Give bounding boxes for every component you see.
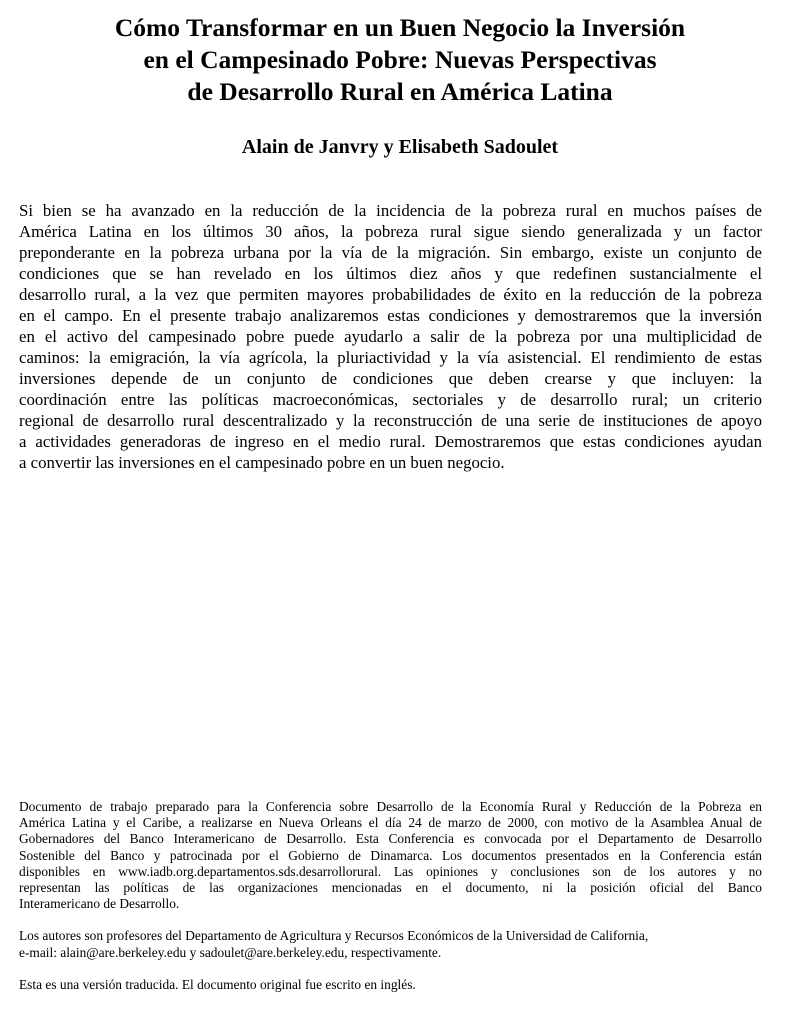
abstract-line: en el campo. En el presente trabajo analizaremos estas condiciones y demostraremos que la inversión [19,306,762,325]
footnote-line: representan las políticas de las organizaciones mencionadas en el documento, ni la posición oficial del Banco [19,880,762,896]
title-line: en el Campesinado Pobre: Nuevas Perspectivas [143,45,657,74]
abstract-line: desarrollo rural, a la vez que permiten mayores probabilidades de éxito en la reducción de la pobreza [19,285,762,304]
footnote-line: Sostenible del Banco y patrocinada por el Gobierno de Dinamarca. Los documentos presentados en la Conferencia están [19,847,762,863]
authors-affiliation-note [19,928,762,960]
paper-title [20,12,780,108]
abstract-line: preponderante en la pobreza urbana por la vía de la migración. Sin embargo, existe un conjunto de [19,243,762,262]
abstract-line: Si bien se ha avanzado en la reducción de la incidencia de la pobreza rural en muchos países de [19,201,762,220]
footnote-line: Los autores son profesores del Departamento de Agricultura y Recursos Económicos de la Universidad de California, [19,928,649,944]
paper-authors: Alain de Janvry y Elisabeth Sadoulet [241,136,559,158]
abstract-line: regional de desarrollo rural descentralizado y la reconstrucción de una serie de instituciones de apoyo [19,411,762,430]
footnote-line: Esta es una versión traducida. El documento original fue escrito en inglés. [19,976,416,992]
translation-note [19,977,762,993]
abstract-line: a convertir las inversiones en el campesinado pobre en un buen negocio. [19,453,505,472]
conference-note [19,799,762,912]
abstract-line: en el activo del campesinado pobre puede ayudarlo a salir de la pobreza por una multiplicidad de [19,327,762,346]
footnote-line: América Latina y el Caribe, a realizarse en Nueva Orleans el día 24 de marzo de 2000, con motivo de la Asamblea Anual de [19,815,762,831]
abstract-line: a actividades generadoras de ingreso en el medio rural. Demostraremos que estas condiciones ayudan [19,432,762,451]
abstract-line: inversiones depende de un conjunto de condiciones que deben crearse y que incluyen: la [19,369,762,388]
footnotes-section [19,799,762,1009]
abstract-line: América Latina en los últimos 30 años, la pobreza rural sigue siendo generalizada y un factor [19,222,762,241]
abstract-line: caminos: la emigración, la vía agrícola, la pluriactividad y la vía asistencial. El rendimiento de estas [19,348,762,367]
footnote-line: e-mail: alain@are.berkeley.edu y sadoulet@are.berkeley.edu, respectivamente. [19,944,442,960]
footnote-line: Gobernadores del Banco Interamericano de Desarrollo. Esta Conferencia es convocada por el Departamento de Desarrollo [19,831,762,847]
title-line: de Desarrollo Rural en América Latina [187,77,613,106]
footnote-line: disponibles en www.iadb.org.departamentos.sds.desarrollorural. Las opiniones y conclusiones son de los autores y no [19,863,762,879]
footnote-line: Documento de trabajo preparado para la Conferencia sobre Desarrollo de la Economía Rural y Reducción de la Pobreza en [19,799,762,814]
abstract-paragraph [19,200,762,473]
title-line: Cómo Transformar en un Buen Negocio la Inversión [114,13,686,42]
abstract-line: coordinación entre las políticas macroeconómicas, sectoriales y de desarrollo rural; un criterio [19,390,762,409]
footnote-line: Interamericano de Desarrollo. [19,896,180,912]
abstract-line: condiciones que se han revelado en los últimos diez años y que redefinen sustancialmente el [19,264,762,283]
